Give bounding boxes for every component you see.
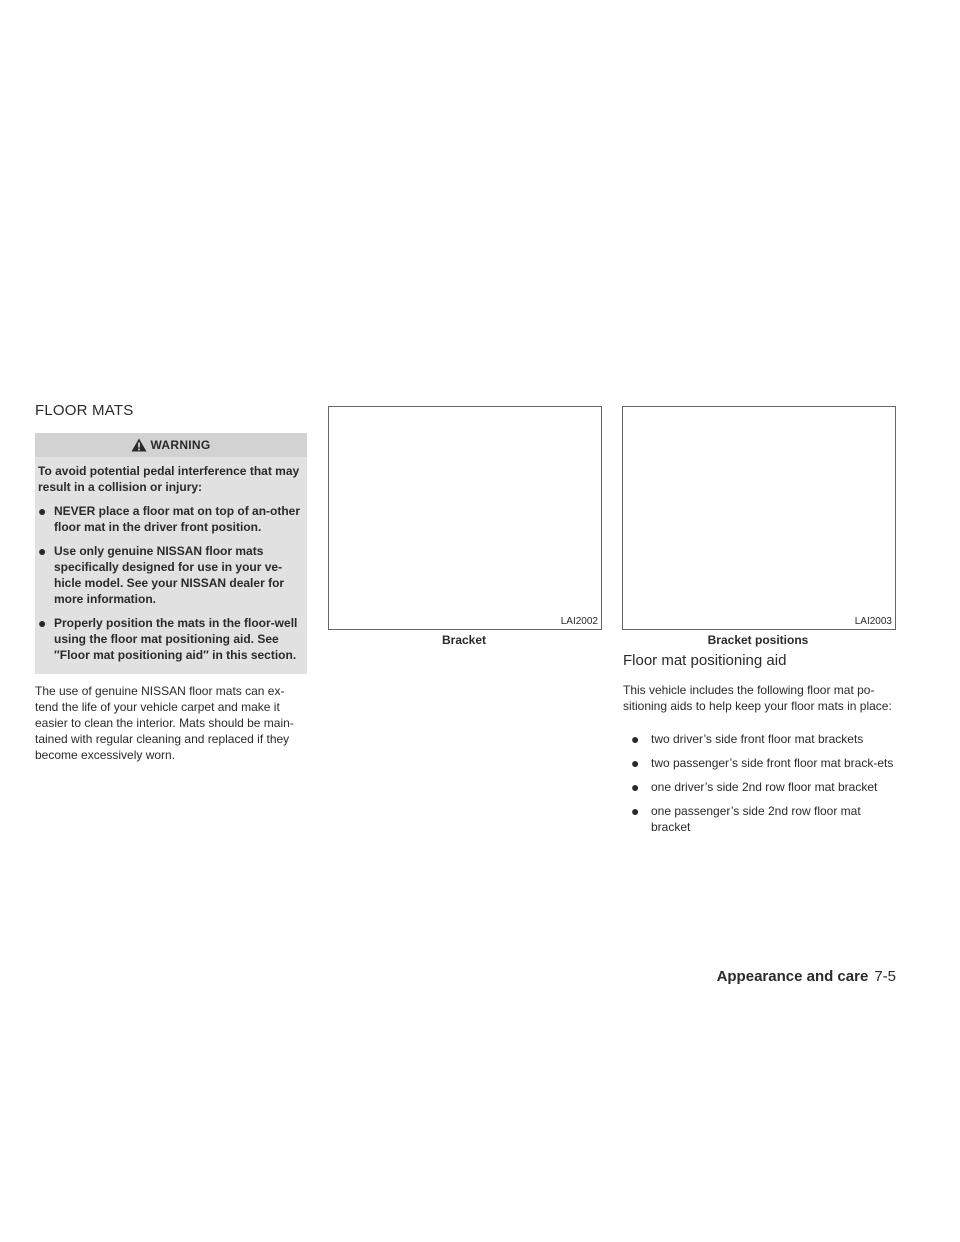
bullet-icon: ● [38,543,47,559]
bullet-icon: ● [631,779,640,795]
figure-code: LAI2002 [560,616,598,627]
positioning-aid-list [631,731,895,843]
footer-section: Appearance and care [716,968,869,985]
page-footer [700,968,896,985]
list-item: ● two passenger’s side front floor mat brack-ets [631,755,894,771]
intro-paragraph: The use of genuine NISSAN floor mats can ex-tend the life of your vehicle carpet and make it easier to clean the interior. Mats should be main-tained with regular cleaning and replaced if they become excessively worn. [35,684,294,762]
subsection-title: Floor mat positioning aid [623,652,787,669]
figure-caption: Bracket positions [707,633,809,647]
bullet-icon: ● [38,503,47,519]
list-item: ● one driver’s side 2nd row floor mat bracket [631,779,878,795]
figure-caption: Bracket [441,633,487,647]
warning-header [35,433,307,457]
warning-intro: To avoid potential pedal interference that may result in a collision or injury: [38,464,300,494]
warning-body [35,457,307,663]
list-item: ● one passenger’s side 2nd row floor mat bracket [631,803,861,834]
figure-code: LAI2003 [854,616,892,627]
page-number: 7-5 [874,968,896,985]
bullet-icon: ● [38,615,47,631]
bullet-icon: ● [631,803,640,819]
section-title: FLOOR MATS [35,402,134,419]
figure-bracket [328,406,602,630]
warning-bullet: ● Properly position the mats in the floor-well using the floor mat positioning aid. See ″Floor mat positioning aid″ in this section. [38,615,298,662]
subsection-paragraph: This vehicle includes the following floor mat po-sitioning aids to help keep your floor mats in place: [623,683,892,713]
warning-bullet: ● NEVER place a floor mat on top of an-other floor mat in the driver front position. [38,503,301,534]
warning-box [35,433,307,674]
bullet-icon: ● [631,731,640,747]
bullet-icon: ● [631,755,640,771]
warning-bullet: ● Use only genuine NISSAN floor mats specifically designed for use in your ve-hicle model. See your NISSAN dealer for more information. [38,543,285,606]
warning-heading: WARNING [150,438,211,452]
warning-triangle-icon [131,438,147,452]
list-item: ● two driver’s side front floor mat brackets [631,731,864,747]
figure-bracket-positions [622,406,896,630]
